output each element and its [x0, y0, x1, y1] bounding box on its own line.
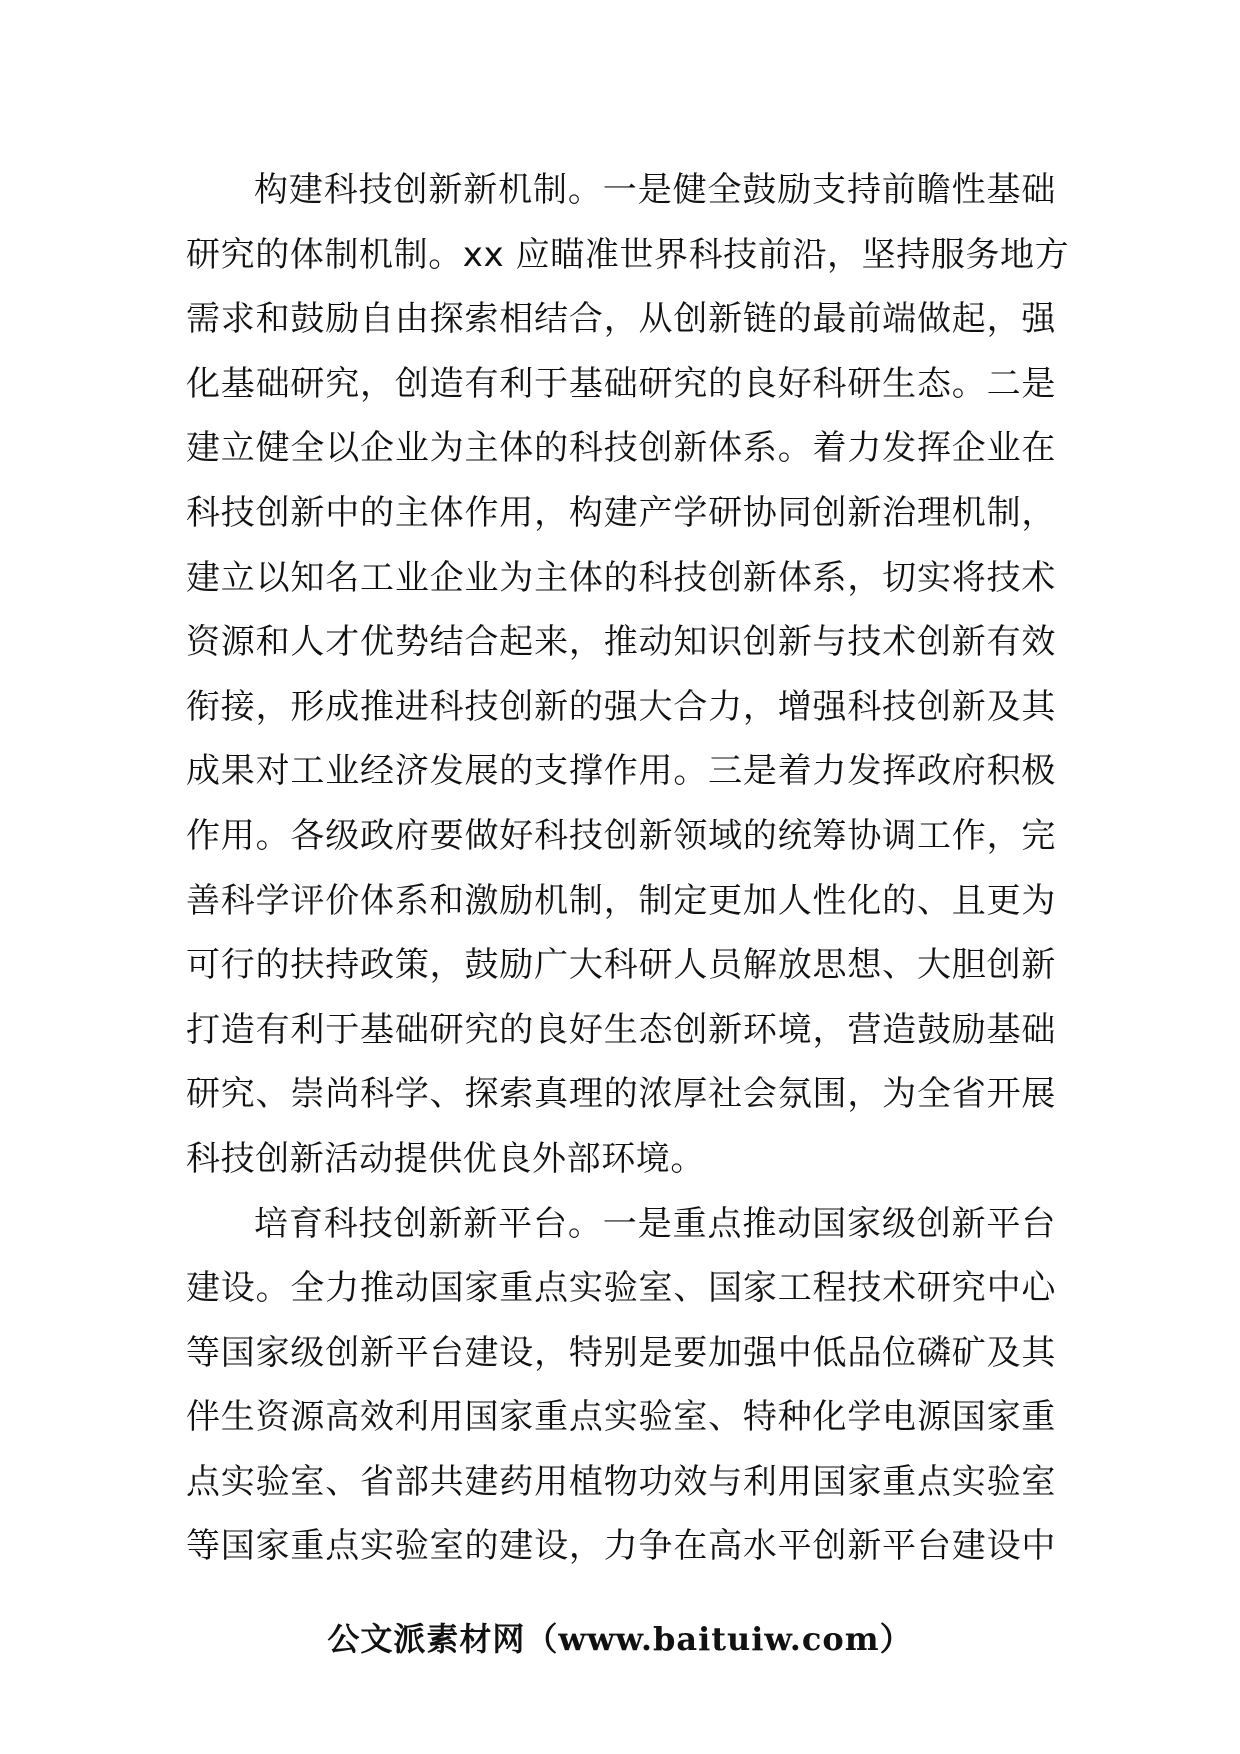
paragraph-2-line-4: 伴生资源高效利用国家重点实验室、特种化学电源国家重: [186, 1397, 1056, 1438]
paragraph-1-line-11: 作用。各级政府要做好科技创新领域的统筹协调工作，完: [186, 815, 1056, 856]
paragraph-1-line-15: 研究、崇尚科学、探索真理的浓厚社会氛围，为全省开展: [186, 1074, 1056, 1115]
paragraph-1-line-6: 科技创新中的主体作用，构建产学研协同创新治理机制，: [186, 492, 1056, 533]
footer-source-text: 公文派素材网（www.baituiw.com）: [327, 1620, 913, 1658]
paragraph-1-line-13: 可行的扶持政策，鼓励广大科研人员解放思想、大胆创新: [186, 945, 1056, 986]
body-text: [186, 158, 1070, 1579]
paragraph-1-line-10: 成果对工业经济发展的支撑作用。三是着力发挥政府积极: [186, 751, 1056, 792]
paragraph-2-line-5: 点实验室、省部共建药用植物功效与利用国家重点实验室: [186, 1461, 1056, 1502]
paragraph-2-line-6: 等国家重点实验室的建设，力争在高水平创新平台建设中: [186, 1526, 1056, 1567]
paragraph-1-line-7: 建立以知名工业企业为主体的科技创新体系，切实将技术: [186, 557, 1056, 598]
paragraph-1-line-14: 打造有利于基础研究的良好生态创新环境，营造鼓励基础: [186, 1009, 1056, 1050]
paragraph-1-line-8: 资源和人才优势结合起来，推动知识创新与技术创新有效: [186, 622, 1056, 663]
paragraph-2-line-3: 等国家级创新平台建设，特别是要加强中低品位磷矿及其: [186, 1332, 1056, 1373]
paragraph-2-line-1: 培育科技创新新平台。一是重点推动国家级创新平台: [254, 1203, 1056, 1244]
paragraph-1-line-1: 构建科技创新新机制。一是健全鼓励支持前瞻性基础: [254, 170, 1056, 210]
paragraph-1-line-9: 衔接，形成推进科技创新的强大合力，增强科技创新及其: [186, 686, 1056, 727]
paragraph-1-line-12: 善科学评价体系和激励机制，制定更加人性化的、且更为: [186, 880, 1056, 921]
paragraph-2-line-2: 建设。全力推动国家重点实验室、国家工程技术研究中心: [186, 1268, 1056, 1309]
paragraph-1-line-4: 化基础研究，创造有利于基础研究的良好科研生态。二是: [186, 363, 1056, 404]
paragraph-1-line-16: 科技创新活动提供优良外部环境。: [186, 1138, 705, 1179]
paragraph-1-line-5: 建立健全以企业为主体的科技创新体系。着力发挥企业在: [186, 428, 1056, 469]
paragraph-1-line-2: 研究的体制机制。xx 应瞄准世界科技前沿，坚持服务地方: [186, 234, 1070, 275]
paragraph-1-line-3: 需求和鼓励自由探索相结合，从创新链的最前端做起，强: [186, 299, 1056, 340]
